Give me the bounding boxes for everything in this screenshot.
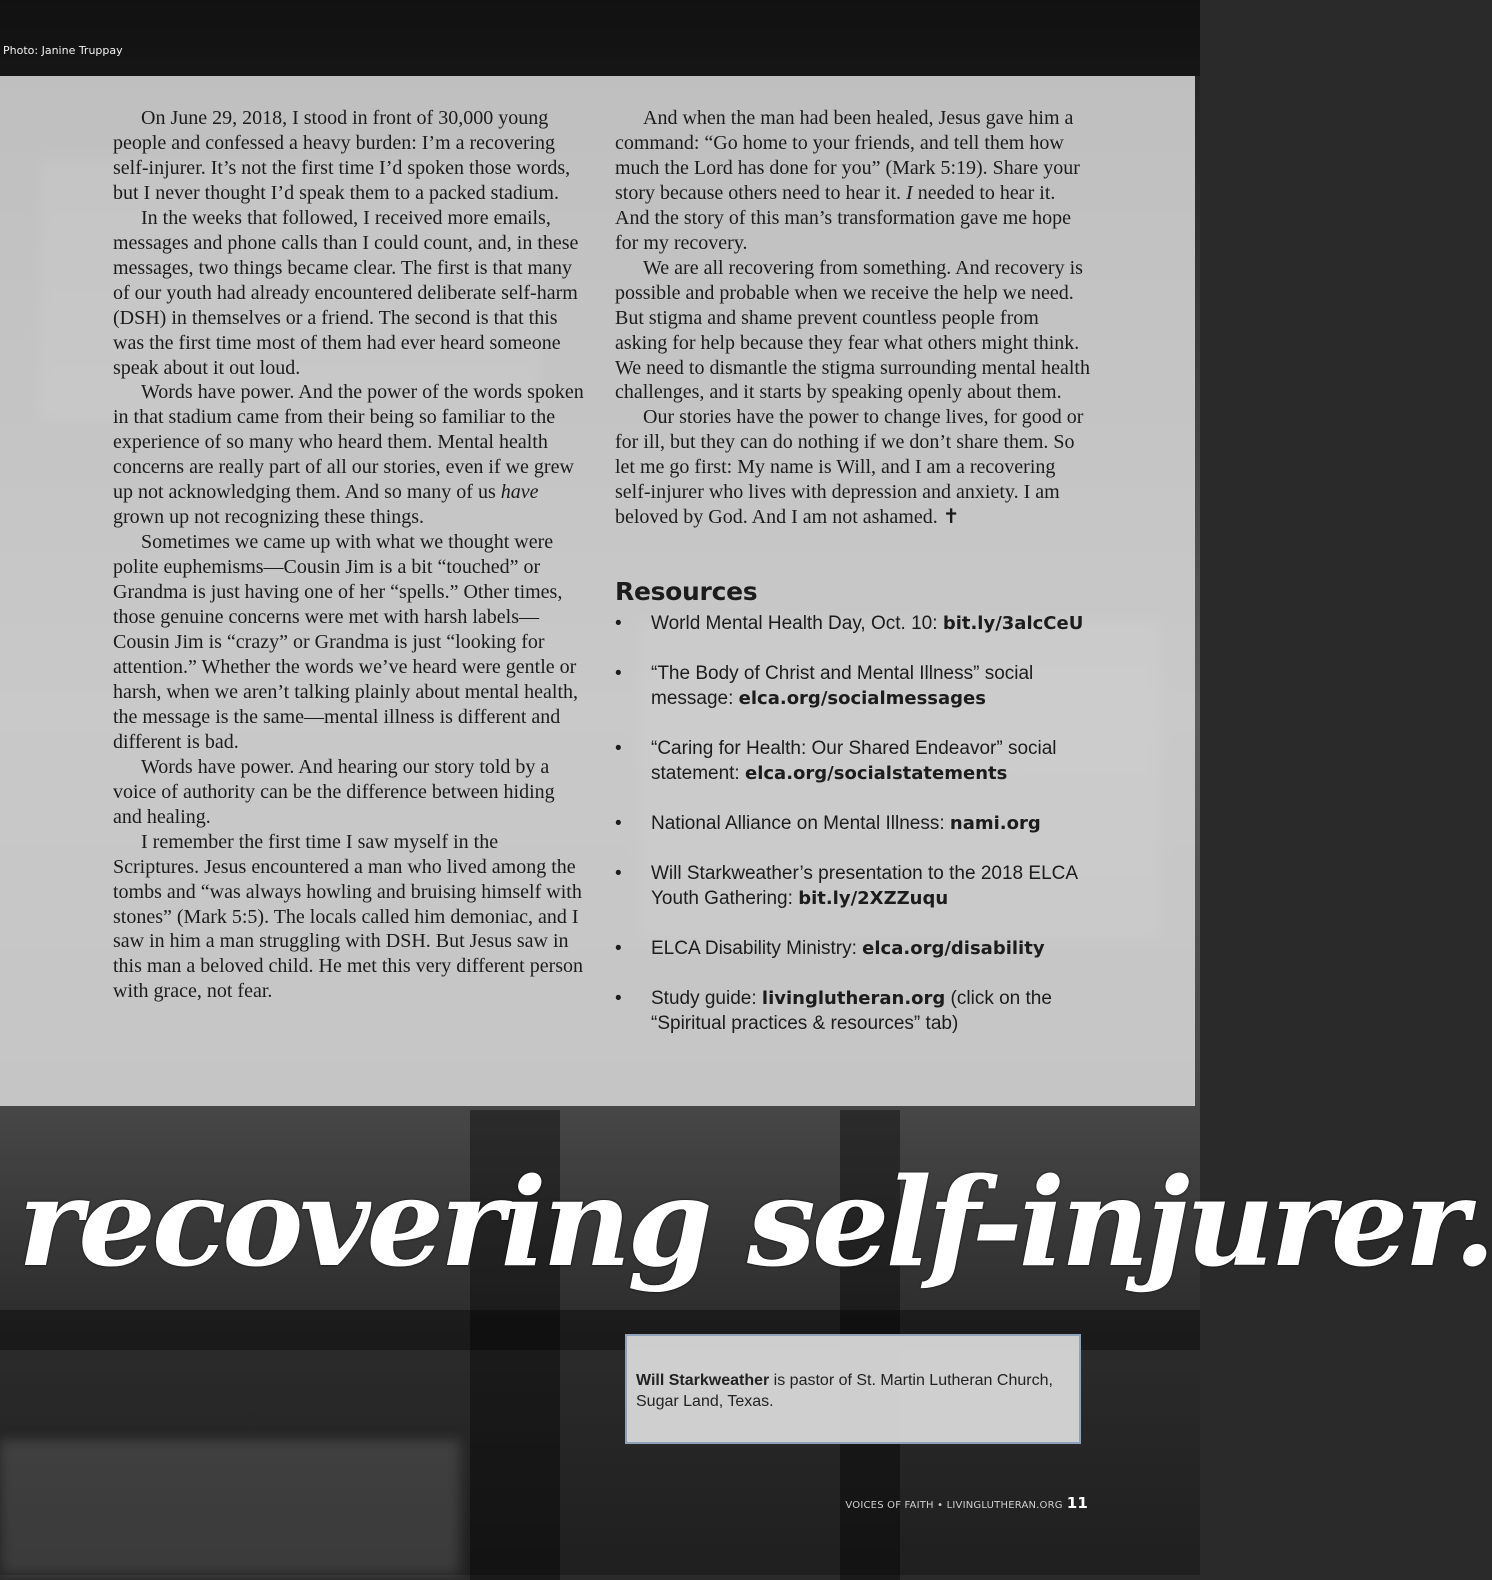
resources-heading: Resources <box>615 577 758 607</box>
decorative-pull-quote <box>18 1150 1492 1320</box>
paragraph: We are all recovering from something. And recovery is possible and probable when we receive the help we need. But stigma and shame prevent countless people from asking for help because they fear what others might think. We need to dismantle the stigma surrounding mental health challenges, and it starts by speaking openly about them. <box>615 256 1090 404</box>
paragraph: Sometimes we came up with what we thought were polite euphemisms—Cousin Jim is a bit “touched” or Grandma is just having one of her “spells.” Other times, those genuine concerns were met with harsh labels—Cousin Jim is “crazy” or Grandma is just “looking for attention.” Whether the words we’ve heard were gentle or harsh, when we aren’t talking plainly about mental health, the message is the same—mental illness is different and different is bad. <box>113 531 579 753</box>
author-name: Will Starkweather <box>636 1372 770 1389</box>
resource-item: • Study guide: livinglutheran.org (click on the “Spiritual practices & resources” tab) <box>615 986 1090 1036</box>
paragraph: Our stories have the power to change lives, for good or for ill, but they can do nothing if we don’t share them. So let me go first: My name is Will, and I am a recovering self-injurer who lives with depression and anxiety. I am beloved by God. And I am not ashamed. ✝ <box>615 406 1084 529</box>
resource-item: • World Mental Health Day, Oct. 10: bit.ly/3alcCeU <box>615 611 1090 636</box>
footer-text: VOICES OF FAITH • LIVINGLUTHERAN.ORG <box>845 1500 1063 1511</box>
emphasis: I <box>906 181 913 204</box>
paragraph: Words have power. And the power of the words spoken in that stadium came from their being so familiar to the experience of so many who heard them. Mental health concerns are really part of all our stories, even if we grew up not acknowledging them. And so many of us have grown up not recognizing these things. <box>113 381 584 529</box>
paragraph: Words have power. And hearing our story told by a voice of authority can be the difference between hiding and healing. <box>113 755 555 828</box>
resource-link[interactable]: elca.org/socialstatements <box>745 763 1008 785</box>
author-bio-text: is pastor of St. Martin Lutheran Church, Sugar Land, Texas. <box>636 1372 1053 1410</box>
article-left-column <box>113 106 588 1004</box>
resource-link[interactable]: elca.org/socialmessages <box>738 688 986 710</box>
paragraph: And when the man had been healed, Jesus gave him a command: “Go home to your friends, and tell them how much the Lord has done for you” (Mark 5:19). Share your story because others need to hear it. I needed to hear it. And the story of this man’s transformation gave me hope for my recovery. <box>615 107 1080 254</box>
emphasis: have <box>500 481 539 504</box>
resource-link[interactable]: nami.org <box>949 813 1041 835</box>
resource-item: • “Caring for Health: Our Shared Endeavor” social statement: elca.org/socialstatements <box>615 736 1090 786</box>
resource-link[interactable]: elca.org/disability <box>862 938 1045 960</box>
paragraph: On June 29, 2018, I stood in front of 30,000 young people and confessed a heavy burden: I’m a recovering self-injurer. It’s not the first time I’d spoken those words, but I never thought I’d speak them to a packed stadium. <box>113 107 571 204</box>
page-footer <box>845 1494 1088 1512</box>
resource-item: • National Alliance on Mental Illness: nami.org <box>615 811 1090 836</box>
paragraph: I remember the first time I saw myself in the Scriptures. Jesus encountered a man who lived among the tombs and “was always howling and bruising himself with stones” (Mark 5:5). The locals called him demoniac, and I saw in him a man struggling with DSH. But Jesus saw in this man a beloved child. He met this very different person with grace, not fear. <box>113 830 584 1003</box>
resource-link[interactable]: bit.ly/3alcCeU <box>942 613 1084 635</box>
author-bio-box <box>625 1334 1081 1444</box>
page-number: 11 <box>1066 1494 1088 1512</box>
pull-quote-text: recovering self-injurer. <box>18 1150 1492 1294</box>
resource-item: • “The Body of Christ and Mental Illness” social message: elca.org/socialmessages <box>615 661 1090 711</box>
paragraph: In the weeks that followed, I received more emails, messages and phone calls than I could count, and, in these messages, two things became clear. The first is that many of our youth had already encountered deliberate self-harm (DSH) in themselves or a friend. The second is that this was the first time most of them had ever heard someone speak about it out loud. <box>113 206 579 379</box>
photo-credit: Photo: Janine Truppay <box>3 44 123 57</box>
resources-list <box>615 611 1090 1036</box>
article-right-column <box>615 106 1090 1061</box>
resource-item: • Will Starkweather’s presentation to the 2018 ELCA Youth Gathering: bit.ly/2XZZuqu <box>615 861 1090 911</box>
resource-item: • ELCA Disability Ministry: elca.org/disability <box>615 936 1090 961</box>
resource-link[interactable]: bit.ly/2XZZuqu <box>798 888 949 910</box>
resource-link[interactable]: livinglutheran.org <box>761 988 946 1010</box>
